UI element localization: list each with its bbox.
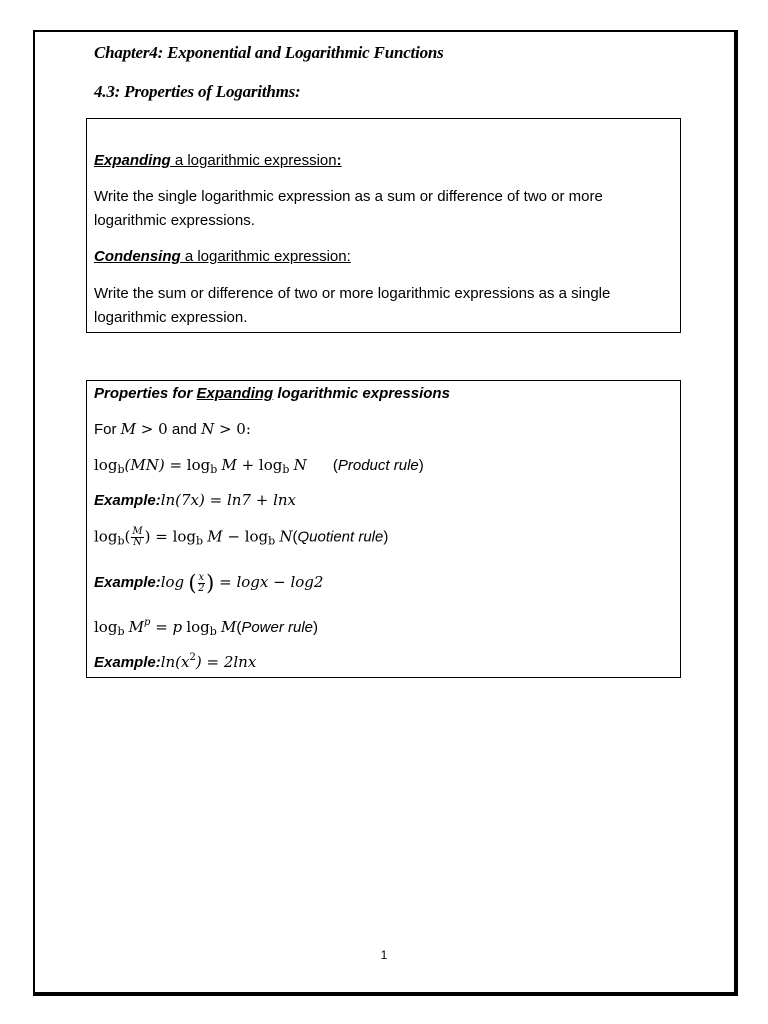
eq-2: = bbox=[150, 527, 173, 546]
definitions-box bbox=[86, 118, 681, 333]
condition-gt-1: > 0 bbox=[136, 420, 168, 438]
example-2-line: Example:log ( $\frac{x}{2}$ ) = logx − log2 bbox=[94, 571, 324, 595]
product-rule-label: Product rule bbox=[337, 457, 419, 474]
condensing-heading-rest: a logarithmic expression: bbox=[180, 248, 351, 265]
minus-1: − bbox=[222, 527, 245, 546]
base-3: b bbox=[282, 463, 290, 476]
properties-title-post: logarithmic expressions bbox=[273, 385, 450, 402]
var-m-3: M bbox=[128, 618, 145, 636]
base-4: b bbox=[117, 534, 125, 548]
page-number: 1 bbox=[380, 948, 388, 962]
power-exponent: p bbox=[144, 617, 151, 628]
power-rule-label: Power rule bbox=[241, 619, 314, 636]
eq-1: = bbox=[164, 456, 187, 474]
base-5: b bbox=[196, 534, 204, 548]
var-m-1: M bbox=[221, 456, 237, 474]
expanding-colon: : bbox=[336, 152, 342, 169]
expanding-term: Expanding bbox=[94, 152, 171, 169]
example-3-line bbox=[94, 652, 256, 671]
product-args: (MN) bbox=[124, 456, 165, 474]
section-title: 4.3: Properties of Logarithms: bbox=[94, 82, 301, 101]
condition-line bbox=[94, 420, 251, 438]
base-1: b bbox=[117, 463, 125, 476]
condensing-term: Condensing bbox=[94, 248, 181, 265]
power-rule-line: $\log_b M^p = p$ $\log_b$ M(Power rule) bbox=[94, 617, 319, 638]
condensing-heading bbox=[94, 248, 351, 265]
chapter-title: Chapter4: Exponential and Logarithmic Functions bbox=[94, 43, 444, 62]
frac-denominator-n: N bbox=[133, 537, 142, 548]
base-7: b bbox=[117, 625, 125, 638]
example-3-exponent: 2 bbox=[189, 652, 196, 663]
var-n-1: N bbox=[293, 456, 307, 474]
log-4: log bbox=[94, 527, 118, 546]
expanding-description-line-1: Write the single logarithmic expression as a sum or difference of two or more bbox=[94, 188, 603, 205]
expanding-heading bbox=[94, 152, 342, 169]
quotient-rule-line: $\log_b$( $\frac{M}{N}$ ) = $\log_b M - \log_b$ N(Quotient rule) bbox=[94, 526, 389, 548]
plus-1: + bbox=[236, 456, 259, 474]
example-1-line bbox=[94, 491, 296, 509]
log-1: log bbox=[94, 456, 118, 474]
example-2-rhs: = logx − log2 bbox=[214, 572, 324, 591]
example-2-fraction bbox=[198, 573, 206, 594]
log-2: log bbox=[186, 456, 211, 474]
quotient-rule-label: Quotient rule bbox=[297, 528, 384, 546]
example-label-3: Example: bbox=[94, 654, 161, 671]
condition-m: M bbox=[120, 420, 137, 438]
condition-and: and bbox=[167, 421, 202, 438]
example-3-lhs: ln(x bbox=[160, 653, 190, 671]
condensing-description-line-2: logarithmic expression. bbox=[94, 309, 248, 326]
example-3-rhs: ) = 2lnx bbox=[195, 653, 257, 671]
product-rule-line: $\log_b(MN) = \log_b M + \log_b N$ (Product rule) bbox=[94, 456, 424, 476]
var-m-4: M bbox=[220, 618, 237, 636]
properties-title-pre: Properties for bbox=[94, 385, 197, 402]
power-coefficient: p bbox=[172, 618, 183, 636]
expanding-heading-rest: a logarithmic expression bbox=[170, 152, 337, 169]
var-m-2: M bbox=[207, 527, 223, 546]
condition-gt-2: > 0: bbox=[214, 420, 251, 438]
log-7: log bbox=[94, 618, 118, 636]
condensing-description-line-1: Write the sum or difference of two or more logarithmic expressions as a single bbox=[94, 285, 611, 302]
expanding-description-line-2: logarithmic expressions. bbox=[94, 212, 255, 229]
var-n-2: N bbox=[279, 527, 293, 546]
frac-numerator-x: x bbox=[198, 571, 205, 583]
properties-title bbox=[94, 385, 450, 402]
base-2: b bbox=[210, 463, 218, 476]
log-8: log bbox=[186, 618, 210, 636]
base-6: b bbox=[268, 534, 276, 548]
properties-box bbox=[86, 380, 681, 678]
condition-for: For bbox=[94, 421, 121, 438]
condition-n: N bbox=[201, 420, 215, 438]
properties-title-term: Expanding bbox=[196, 385, 274, 402]
example-label-2: Example: bbox=[94, 573, 161, 591]
log-5: log bbox=[172, 527, 196, 546]
example-1-expression: ln(7x) = ln7 + lnx bbox=[160, 491, 296, 509]
base-8: b bbox=[209, 625, 217, 638]
frac-denominator-2: 2 bbox=[198, 582, 205, 594]
frac-numerator-m: M bbox=[132, 526, 143, 537]
log-3: log bbox=[258, 456, 283, 474]
example-2-log: log bbox=[160, 572, 185, 591]
quotient-fraction bbox=[131, 527, 143, 548]
log-6: log bbox=[244, 527, 269, 546]
eq-3: = bbox=[150, 618, 173, 636]
example-label-1: Example: bbox=[94, 492, 161, 509]
